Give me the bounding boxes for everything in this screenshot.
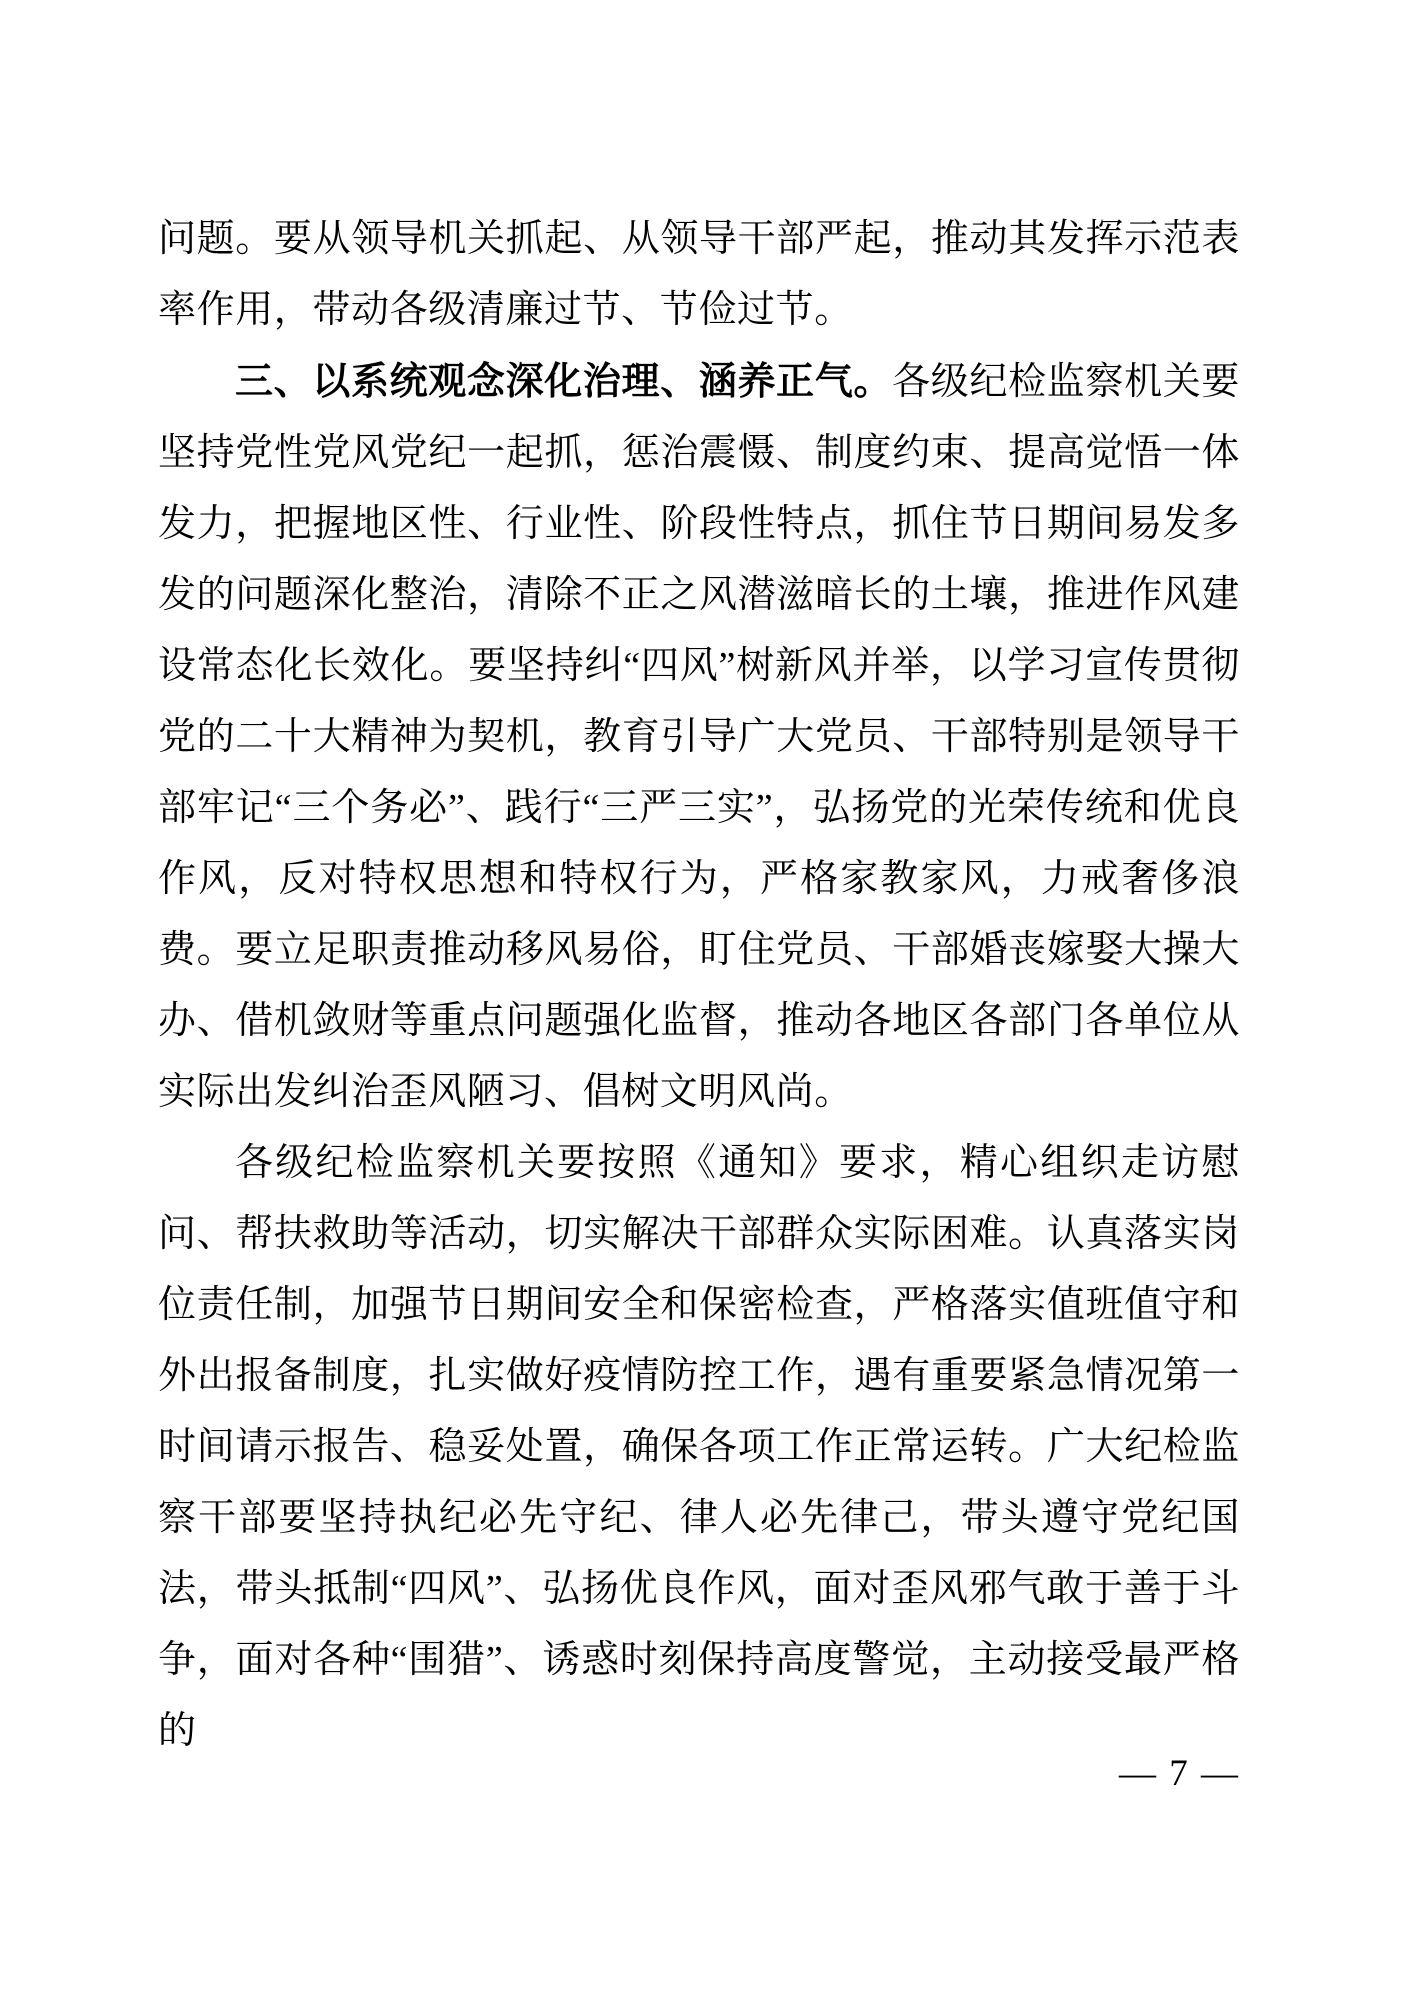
paragraph-text: 各级纪检监察机关要按照《通知》要求，精心组织走访慰问、帮扶救助等活动，切实解决干部群众实际困难。认真落实岗位责任制，加强节日期间安全和保密检查，严格落实值班值守和外出报备制度，扎实做好疫情防控工作，遇有重要紧急情况第一时间请示报告、稳妥处置，确保各项工作正常运转。广大纪检监察干部要坚持执纪必先守纪、律人必先律己，带头遵守党纪国法，带头抵制“四风”、弘扬优良作风，面对歪风邪气敢于善于斗争，面对各种“围猎”、诱惑时刻保持高度警觉，主动接受最严格的 xyxy=(158,1142,1240,1752)
paragraph xyxy=(158,204,1240,346)
page-number: — 7 — xyxy=(1119,1753,1240,1794)
paragraph-lead-heading: 三、以系统观念深化治理、涵养正气。 xyxy=(235,359,893,403)
paragraph xyxy=(158,1128,1240,1767)
paragraph xyxy=(158,346,1240,1128)
paragraph-text: 各级纪检监察机关要坚持党性党风党纪一起抓，惩治震慑、制度约束、提高觉悟一体发力，把握地区性、行业性、阶段性特点，抓住节日期间易发多发的问题深化整治，清除不正之风潜滋暗长的土壤，推进作风建设常态化长效化。要坚持纠“四风”树新风并举，以学习宣传贯彻党的二十大精神为契机，教育引导广大党员、干部特别是领导干部牢记“三个务必”、践行“三严三实”，弘扬党的光荣传统和优良作风，反对特权思想和特权行为，严格家教家风，力戒奢侈浪费。要立足职责推动移风易俗，盯住党员、干部婚丧嫁娶大操大办、借机敛财等重点问题强化监督，推动各地区各部门各单位从实际出发纠治歪风陋习、倡树文明风尚。 xyxy=(158,361,1241,1113)
document-body xyxy=(158,204,1240,1767)
paragraph-text: 问题。要从领导机关抓起、从领导干部严起，推动其发挥示范表率作用，带动各级清廉过节、节俭过节。 xyxy=(158,218,1240,331)
